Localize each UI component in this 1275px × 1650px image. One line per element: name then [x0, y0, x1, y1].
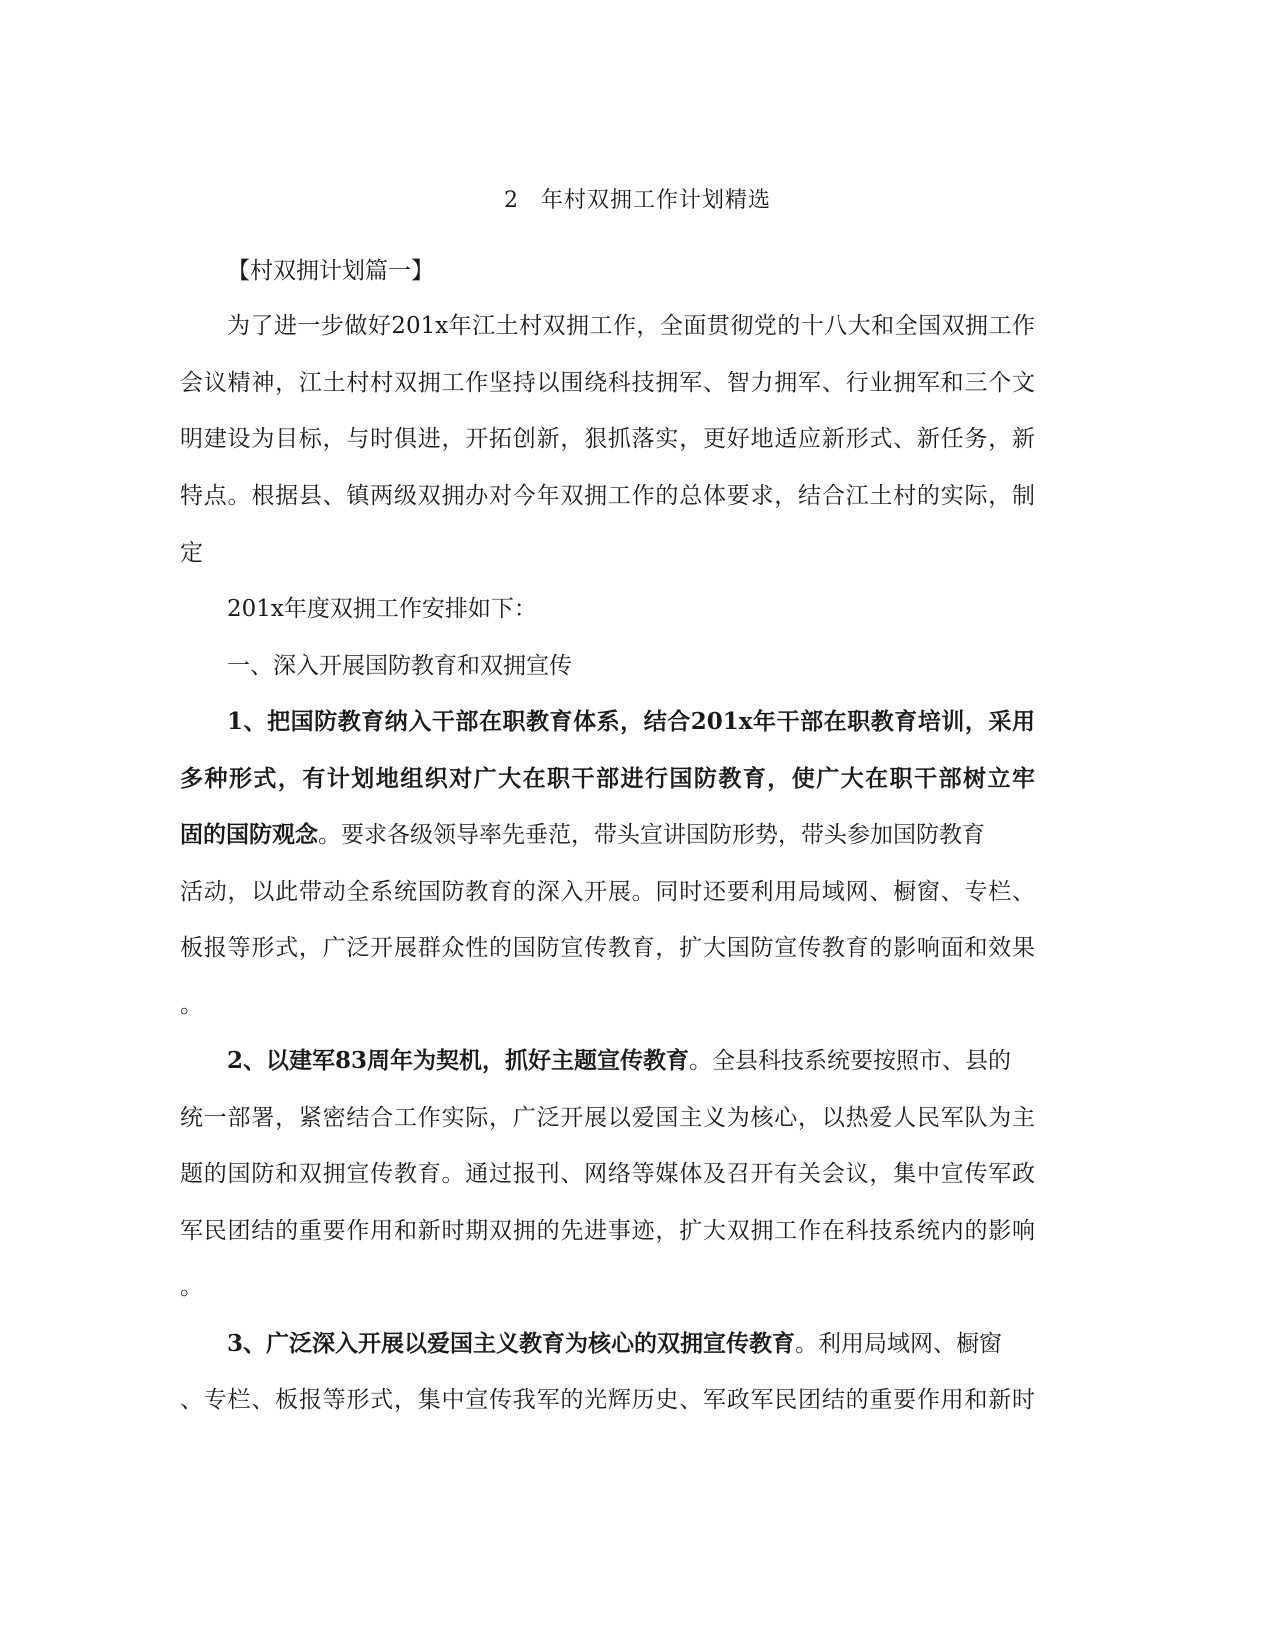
item-2-text: 。全县科技系统要按照市、县的	[689, 1048, 1012, 1074]
item-1-heading: 多种形式，有计划地组织对广大在职干部进行国防教育，使广大在职干部树立牢	[180, 765, 1035, 792]
paragraph-line: 题的国防和双拥宣传教育。通过报刊、网络等媒体及召开有关会议，集中宣传军政	[180, 1161, 1035, 1187]
paragraph-line: 。	[180, 992, 203, 1018]
paragraph-line	[227, 1329, 1035, 1359]
section-subheading: 一、深入开展国防教育和双拥宣传	[227, 653, 572, 679]
paragraph-line	[227, 1046, 1035, 1076]
paragraph-line: 明建设为目标，与时俱进，开拓创新，狠抓落实，更好地适应新形式、新任务，新	[180, 426, 1035, 452]
paragraph-line: 活动，以此带动全系统国防教育的深入开展。同时还要利用局域网、橱窗、专栏、	[180, 879, 1035, 905]
document-title	[0, 183, 1275, 214]
paragraph-line: 军民团结的重要作用和新时期双拥的先进事迹，扩大双拥工作在科技系统内的影响	[180, 1218, 1035, 1244]
paragraph-line: 统一部署，紧密结合工作实际，广泛开展以爱国主义为核心，以热爱人民军队为主	[180, 1105, 1035, 1131]
section-heading: 【村双拥计划篇一】	[227, 258, 434, 284]
paragraph-line: 会议精神，江土村村双拥工作坚持以围绕科技拥军、智力拥军、行业拥军和三个文	[180, 370, 1035, 396]
paragraph-line: 。	[180, 1274, 203, 1300]
item-1-heading-tail: 固的国防观念	[180, 821, 318, 848]
paragraph-line: 、专栏、板报等形式，集中宣传我军的光辉历史、军政军民团结的重要作用和新时	[180, 1387, 1035, 1413]
paragraph-line: 为了进一步做好201x年江土村双拥工作，全面贯彻党的十八大和全国双拥工作	[227, 313, 1035, 339]
item-3-heading: 3、广泛深入开展以爱国主义教育为核心的双拥宣传教育	[227, 1330, 796, 1357]
paragraph-line: 特点。根据县、镇两级双拥办对今年双拥工作的总体要求，结合江土村的实际，制	[180, 483, 1035, 509]
item-1-text: 。要求各级领导率先垂范，带头宣讲国防形势，带头参加国防教育	[318, 822, 985, 848]
title-text: 年村双拥工作计划精选	[540, 188, 771, 213]
paragraph-line: 板报等形式，广泛开展群众性的国防宣传教育，扩大国防宣传教育的影响面和效果	[180, 935, 1035, 961]
paragraph-line: 定	[180, 540, 203, 566]
paragraph-line: 201x年度双拥工作安排如下：	[227, 596, 537, 622]
item-3-text: 。利用局域网、橱窗	[795, 1331, 1003, 1357]
item-1-heading: 1、把国防教育纳入干部在职教育体系，结合201x年干部在职教育培训，采用	[227, 708, 1035, 735]
title-number: 2	[503, 188, 519, 213]
item-2-heading: 2、以建军83周年为契机，抓好主题宣传教育	[227, 1047, 690, 1074]
paragraph-line	[180, 820, 1035, 850]
